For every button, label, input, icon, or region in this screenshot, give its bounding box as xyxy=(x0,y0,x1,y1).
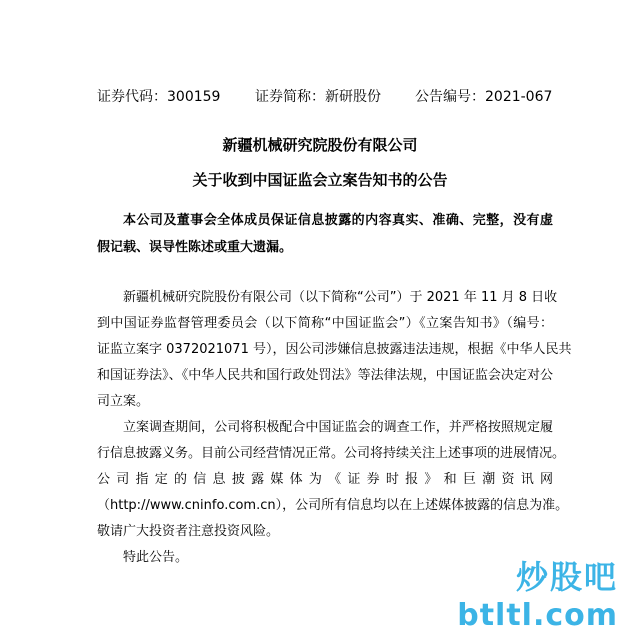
stock-code: 证券代码：300159 xyxy=(97,89,221,105)
statement-line: 本公司及董事会全体成员保证信息披露的内容真实、准确、完整，没有虚 xyxy=(123,213,553,228)
announcement-title: 关于收到中国证监会立案告知书的公告 xyxy=(192,171,448,189)
paragraph-line: 公司指定的信息披露媒体为《证券时报》和巨潮资讯网 xyxy=(97,472,553,487)
watermark-text: 炒股吧 xyxy=(515,558,618,596)
paragraph-line: 证监立案字 0372021071 号），因公司涉嫌信息披露违法违规，根据《中华人民共 xyxy=(97,342,572,357)
stock-abbreviation: 证券简称：新研股份 xyxy=(255,89,381,105)
watermark-url: btltl.com xyxy=(457,598,618,633)
paragraph-line: （http://www.cninfo.com.cn），公司所有信息均以在上述媒体披露的信息为准。 xyxy=(97,498,569,513)
closing-line: 特此公告。 xyxy=(123,550,189,565)
company-title: 新疆机械研究院股份有限公司 xyxy=(222,136,418,154)
paragraph-line: 新疆机械研究院股份有限公司（以下简称“公司”）于 2021 年 11 月 8 日收 xyxy=(123,290,558,305)
statement-line: 假记载、误导性陈述或重大遗漏。 xyxy=(97,240,293,255)
paragraph-line: 司立案。 xyxy=(97,394,150,409)
paragraph-line: 到中国证券监督管理委员会（以下简称“中国证监会”）《立案告知书》（编号： xyxy=(97,316,553,331)
paragraph-line: 立案调查期间，公司将积极配合中国证监会的调查工作，并严格按照规定履 xyxy=(123,420,553,435)
paragraph-line: 敬请广大投资者注意投资风险。 xyxy=(97,524,280,539)
announcement-header xyxy=(97,87,557,107)
announcement-number: 公告编号：2021-067 xyxy=(415,89,553,105)
paragraph-line: 行信息披露义务。目前公司经营情况正常。公司将持续关注上述事项的进展情况。 xyxy=(97,446,566,461)
paragraph-line: 和国证券法》、《中华人民共和国行政处罚法》等法律法规，中国证监会决定对公 xyxy=(97,368,553,383)
